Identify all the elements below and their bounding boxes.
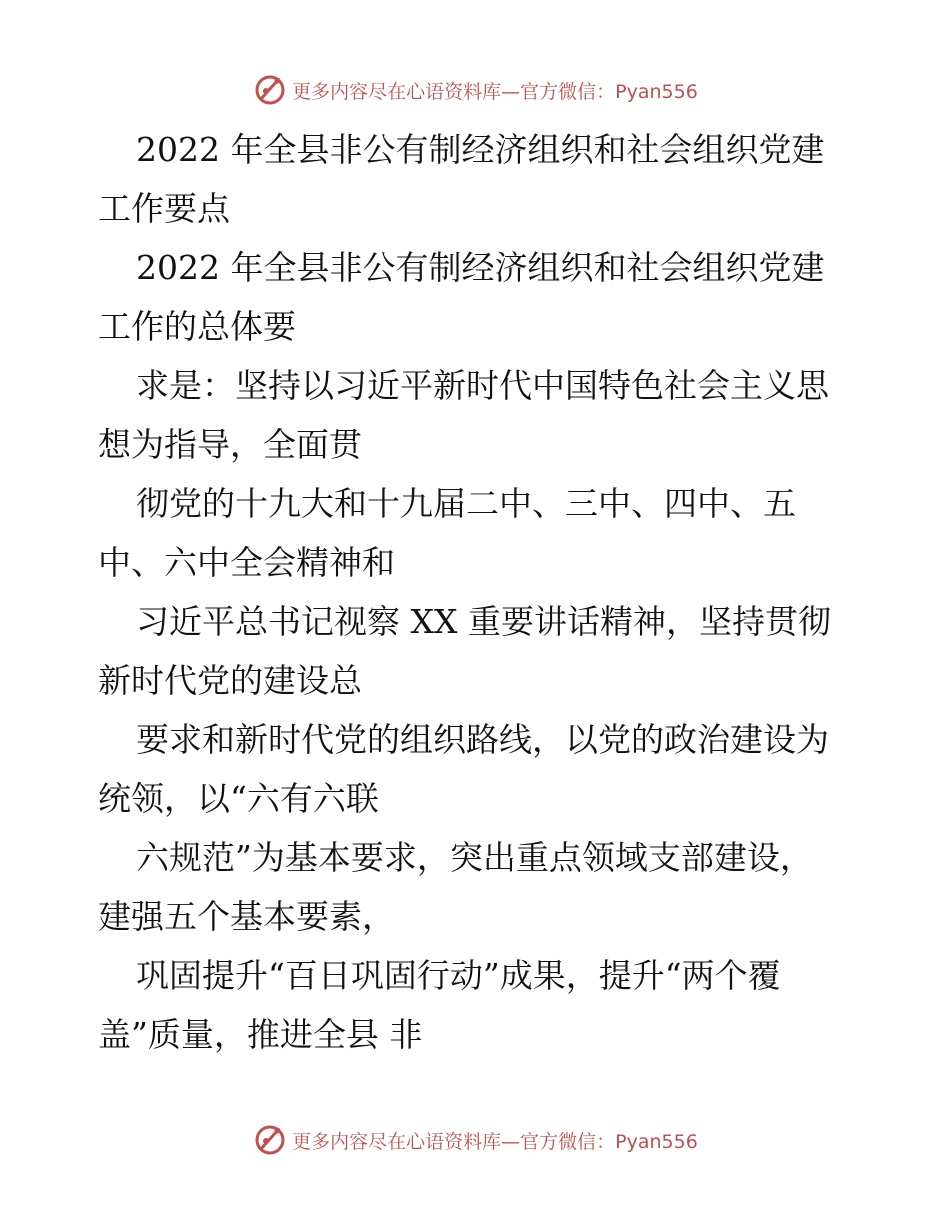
paragraph-line: 求是：坚持以习近平新时代中国特色社会主义思 <box>136 366 829 405</box>
pen-logo-icon <box>252 1122 288 1158</box>
paragraph <box>98 710 858 828</box>
paragraph <box>98 238 858 356</box>
footer-watermark <box>0 1120 950 1160</box>
document-body <box>98 120 858 1064</box>
pen-logo-icon <box>252 72 288 108</box>
header-watermark <box>0 70 950 110</box>
paragraph-line: 要求和新时代党的组织路线，以党的政治建设为 <box>136 720 829 759</box>
paragraph-line: 盖”质量，推进全县 非 <box>98 1015 423 1054</box>
paragraph <box>98 592 858 710</box>
paragraph-line: 统领，以“六有六联 <box>98 779 379 818</box>
watermark-text: 更多内容尽在心语资料库—官方微信：Pyan556 <box>292 1130 698 1153</box>
paragraph-line: 2022 年全县非公有制经济组织和社会组织党建 <box>136 248 825 287</box>
paragraph <box>98 946 858 1064</box>
paragraph <box>98 356 858 474</box>
paragraph <box>98 474 858 592</box>
paragraph-line: 想为指导，全面贯 <box>98 425 362 464</box>
paragraph-line: 巩固提升“百日巩固行动”成果，提升“两个覆 <box>136 956 781 995</box>
paragraph-line: 工作要点 <box>98 189 230 228</box>
paragraph <box>98 828 858 946</box>
watermark-text: 更多内容尽在心语资料库—官方微信：Pyan556 <box>292 80 698 103</box>
paragraph-line: 建强五个基本要素， <box>98 897 395 936</box>
paragraph-line: 习近平总书记视察 XX 重要讲话精神，坚持贯彻 <box>136 602 831 641</box>
paragraph-line: 六规范”为基本要求，突出重点领域支部建设， <box>136 838 813 877</box>
paragraph-line: 2022 年全县非公有制经济组织和社会组织党建 <box>136 130 825 169</box>
paragraph-line: 彻党的十九大和十九届二中、三中、四中、五 <box>136 484 796 523</box>
paragraph-line: 中、六中全会精神和 <box>98 543 395 582</box>
paragraph <box>98 120 858 238</box>
paragraph-line: 工作的总体要 <box>98 307 296 346</box>
paragraph-line: 新时代党的建设总 <box>98 661 362 700</box>
